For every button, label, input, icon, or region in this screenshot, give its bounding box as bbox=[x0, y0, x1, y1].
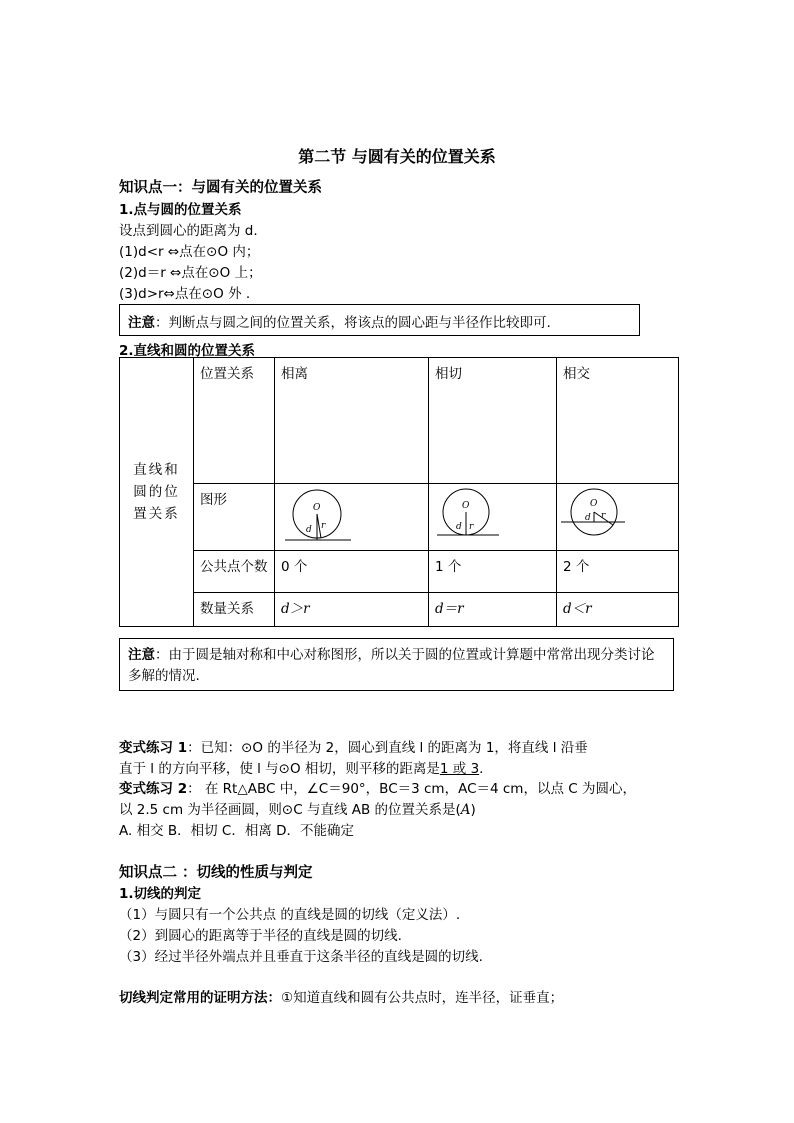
exercise1-text2: 直于 l 的方向平移，使 l 与⊙O 相切，则平移的距离是 bbox=[119, 761, 440, 777]
intersect-label-r: r bbox=[601, 511, 606, 521]
header-intersect: 相交 bbox=[557, 358, 679, 484]
exercise1-text: ：已知：⊙O 的半径为 2，圆心到直线 l 的距离为 1，将直线 l 沿垂 bbox=[187, 740, 588, 756]
point-inside-rule: (1)d<r ⇔点在⊙O 内； bbox=[119, 244, 260, 260]
section1-sub1: 1.点与圆的位置关系 bbox=[119, 202, 242, 218]
intersect-diagram bbox=[557, 484, 678, 546]
proof-method-line bbox=[119, 986, 563, 1006]
tangent-criterion-2: （2）到圆心的距离等于半径的直线是圆的切线. bbox=[119, 928, 402, 944]
quantity-separate: d＞r bbox=[275, 593, 429, 627]
header-tangent: 相切 bbox=[429, 358, 557, 484]
figure-intersect bbox=[557, 484, 679, 551]
common-points-tangent: 1 个 bbox=[429, 551, 557, 593]
separate-label-O: O bbox=[313, 503, 321, 513]
note-box-2 bbox=[119, 638, 674, 691]
tangent-criterion-1: （1）与圆只有一个公共点 的直线是圆的切线（定义法）. bbox=[119, 907, 461, 923]
tangent-criterion-3: （3）经过半径外端点并且垂直于这条半径的直线是圆的切线. bbox=[119, 949, 483, 965]
section2-heading: 知识点二 ：切线的性质与判定 bbox=[119, 864, 313, 881]
separate-diagram bbox=[275, 484, 428, 546]
quantity-label: 数量关系 bbox=[194, 593, 275, 627]
quantity-tangent: d＝r bbox=[429, 593, 557, 627]
section1-sub2: 2.直线和圆的位置关系 bbox=[119, 343, 256, 359]
proof-method-label: 切线判定常用的证明方法： bbox=[119, 990, 281, 1006]
exercise1-line1 bbox=[119, 736, 588, 756]
note1-text: ：判断点与圆之间的位置关系，将该点的圆心距与半径作比较即可. bbox=[155, 315, 551, 331]
section2-sub1: 1.切线的判定 bbox=[119, 886, 202, 902]
figure-label: 图形 bbox=[194, 484, 275, 551]
intersect-label-d: d bbox=[585, 513, 591, 523]
tangent-label-r: r bbox=[469, 522, 474, 532]
note2-text: ：由于圆是轴对称和中心对称图形，所以关于圆的位置或计算题中常常出现分类讨论多解的情况. bbox=[128, 647, 655, 684]
header-separate: 相离 bbox=[275, 358, 429, 484]
exercise2-answer: A bbox=[460, 802, 471, 818]
exercise2-close-paren: ) bbox=[470, 802, 476, 818]
note1-label: 注意 bbox=[128, 315, 155, 331]
exercise1-label: 变式练习 1 bbox=[119, 740, 188, 756]
tangent-label-O: O bbox=[462, 501, 470, 511]
section1-heading: 知识点一：与圆有关的位置关系 bbox=[119, 179, 322, 196]
separate-label-d: d bbox=[306, 525, 312, 535]
exercise2-options: A. 相交 B．相切 C．相离 D．不能确定 bbox=[119, 823, 355, 839]
common-points-separate: 0 个 bbox=[275, 551, 429, 593]
common-points-label: 公共点个数 bbox=[194, 551, 275, 593]
exercise2-line2 bbox=[119, 798, 476, 818]
proof-method-text: ①知道直线和圆有公共点时，连半径，证垂直； bbox=[281, 990, 564, 1006]
intersect-label-O: O bbox=[590, 499, 598, 509]
separate-label-r: r bbox=[321, 521, 326, 531]
table-row-label: 直线和圆的位置关系 bbox=[120, 358, 194, 627]
note-box-1 bbox=[119, 304, 640, 336]
exercise2-label: 变式练习 2 bbox=[119, 781, 188, 797]
exercise1-line2 bbox=[119, 757, 483, 777]
figure-separate bbox=[275, 484, 429, 551]
page-title: 第二节 与圆有关的位置关系 bbox=[298, 147, 496, 166]
exercise1-answer: 1 或 3 bbox=[439, 761, 480, 777]
exercise1-period: . bbox=[479, 761, 484, 777]
tangent-label-d: d bbox=[456, 522, 462, 532]
note2-label: 注意 bbox=[128, 647, 155, 663]
exercise2-text: ： 在 Rt△ABC 中，∠C＝90°，BC＝3 cm，AC＝4 cm，以点 C 为圆心， bbox=[187, 781, 636, 797]
point-outside-rule: (3)d>r⇔点在⊙O 外 . bbox=[119, 286, 251, 302]
exercise2-text2: 以 2.5 cm 为半径画圆，则⊙C 与直线 AB 的位置关系是( bbox=[119, 802, 461, 818]
header-position-relation: 位置关系 bbox=[194, 358, 275, 484]
exercise2-line1 bbox=[119, 777, 636, 797]
tangent-diagram bbox=[429, 484, 556, 546]
line-circle-relation-table bbox=[119, 357, 679, 627]
common-points-intersect: 2 个 bbox=[557, 551, 679, 593]
point-on-rule: (2)d＝r ⇔点在⊙O 上； bbox=[119, 265, 262, 281]
distance-definition: 设点到圆心的距离为 d. bbox=[119, 223, 258, 239]
figure-tangent bbox=[429, 484, 557, 551]
quantity-intersect: d＜r bbox=[557, 593, 679, 627]
